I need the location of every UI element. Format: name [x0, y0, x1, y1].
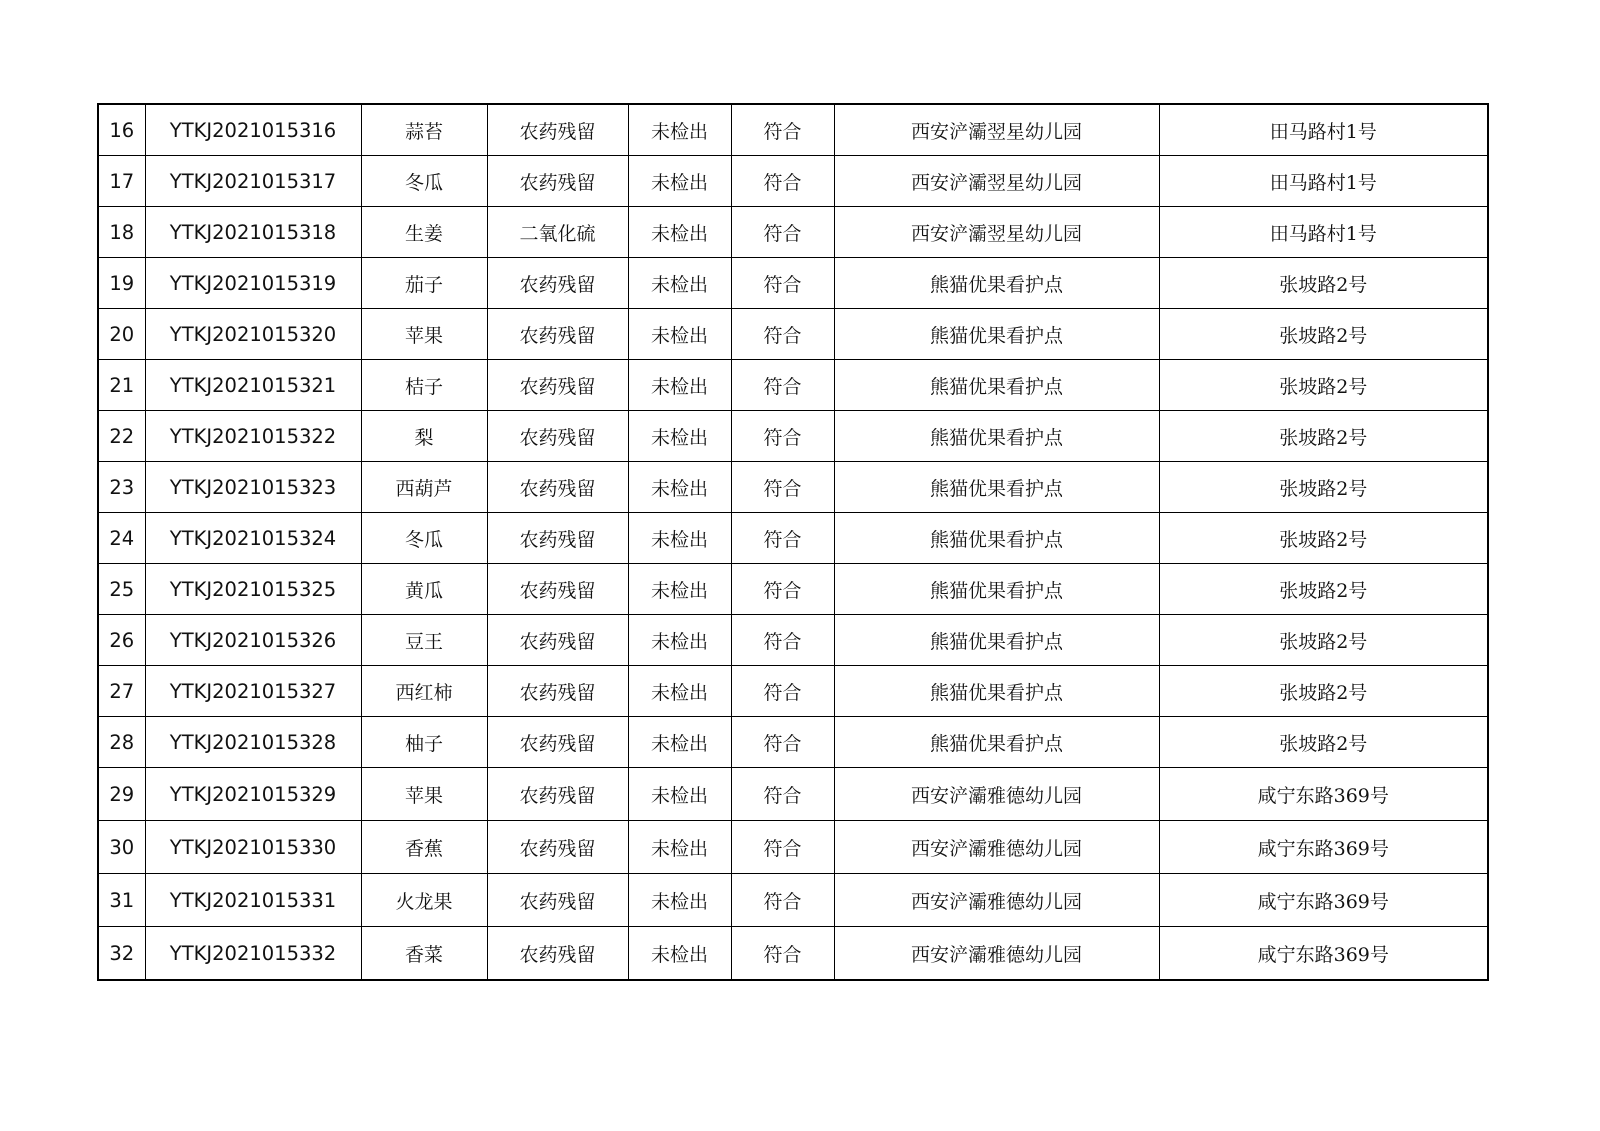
row-number-cell: 22 — [98, 411, 145, 462]
table-row — [98, 768, 1488, 821]
sampled-unit-cell: 熊猫优果看护点 — [834, 615, 1159, 666]
address-cell: 田马路村1号 — [1159, 207, 1488, 258]
table-row — [98, 462, 1488, 513]
test-result-cell: 未检出 — [628, 104, 731, 156]
sampled-unit-cell: 西安浐灞雅德幼儿园 — [834, 874, 1159, 927]
sample-code-cell: YTKJ2021015322 — [145, 411, 361, 462]
judgement-cell: 符合 — [731, 156, 834, 207]
sample-code-cell: YTKJ2021015330 — [145, 821, 361, 874]
judgement-cell: 符合 — [731, 874, 834, 927]
sample-name-cell: 冬瓜 — [361, 156, 487, 207]
sampled-unit-cell: 西安浐灞雅德幼儿园 — [834, 768, 1159, 821]
test-item-cell: 农药残留 — [487, 874, 628, 927]
judgement-cell: 符合 — [731, 207, 834, 258]
row-number-cell: 25 — [98, 564, 145, 615]
row-number-cell: 28 — [98, 717, 145, 768]
test-result-cell: 未检出 — [628, 360, 731, 411]
sample-code-cell: YTKJ2021015317 — [145, 156, 361, 207]
address-cell: 张坡路2号 — [1159, 309, 1488, 360]
sample-code-cell: YTKJ2021015319 — [145, 258, 361, 309]
sampled-unit-cell: 熊猫优果看护点 — [834, 258, 1159, 309]
sample-code-cell: YTKJ2021015318 — [145, 207, 361, 258]
test-result-cell: 未检出 — [628, 564, 731, 615]
test-item-cell: 农药残留 — [487, 927, 628, 981]
sample-code-cell: YTKJ2021015321 — [145, 360, 361, 411]
address-cell: 咸宁东路369号 — [1159, 821, 1488, 874]
address-cell: 田马路村1号 — [1159, 104, 1488, 156]
sampled-unit-cell: 熊猫优果看护点 — [834, 411, 1159, 462]
row-number-cell: 29 — [98, 768, 145, 821]
table-row — [98, 821, 1488, 874]
sampled-unit-cell: 西安浐灞雅德幼儿园 — [834, 821, 1159, 874]
table-row — [98, 258, 1488, 309]
test-item-cell: 农药残留 — [487, 156, 628, 207]
table-row — [98, 874, 1488, 927]
sampled-unit-cell: 西安浐灞翌星幼儿园 — [834, 104, 1159, 156]
table-row — [98, 666, 1488, 717]
test-result-cell: 未检出 — [628, 462, 731, 513]
judgement-cell: 符合 — [731, 411, 834, 462]
test-item-cell: 农药残留 — [487, 513, 628, 564]
test-result-cell: 未检出 — [628, 411, 731, 462]
sample-name-cell: 香蕉 — [361, 821, 487, 874]
sample-name-cell: 香菜 — [361, 927, 487, 981]
test-item-cell: 二氧化硫 — [487, 207, 628, 258]
test-item-cell: 农药残留 — [487, 258, 628, 309]
sample-name-cell: 生姜 — [361, 207, 487, 258]
table-row — [98, 564, 1488, 615]
sampled-unit-cell: 西安浐灞翌星幼儿园 — [834, 156, 1159, 207]
table-row — [98, 615, 1488, 666]
test-item-cell: 农药残留 — [487, 360, 628, 411]
test-result-cell: 未检出 — [628, 874, 731, 927]
sample-name-cell: 火龙果 — [361, 874, 487, 927]
sample-code-cell: YTKJ2021015323 — [145, 462, 361, 513]
row-number-cell: 26 — [98, 615, 145, 666]
sample-name-cell: 豆王 — [361, 615, 487, 666]
sample-name-cell: 黄瓜 — [361, 564, 487, 615]
row-number-cell: 27 — [98, 666, 145, 717]
test-result-cell: 未检出 — [628, 513, 731, 564]
sample-code-cell: YTKJ2021015324 — [145, 513, 361, 564]
row-number-cell: 24 — [98, 513, 145, 564]
address-cell: 张坡路2号 — [1159, 411, 1488, 462]
row-number-cell: 21 — [98, 360, 145, 411]
judgement-cell: 符合 — [731, 927, 834, 981]
judgement-cell: 符合 — [731, 513, 834, 564]
sample-code-cell: YTKJ2021015326 — [145, 615, 361, 666]
test-item-cell: 农药残留 — [487, 411, 628, 462]
test-result-cell: 未检出 — [628, 768, 731, 821]
address-cell: 咸宁东路369号 — [1159, 768, 1488, 821]
sample-name-cell: 苹果 — [361, 768, 487, 821]
test-result-cell: 未检出 — [628, 207, 731, 258]
address-cell: 田马路村1号 — [1159, 156, 1488, 207]
address-cell: 咸宁东路369号 — [1159, 874, 1488, 927]
sample-name-cell: 柚子 — [361, 717, 487, 768]
sample-name-cell: 桔子 — [361, 360, 487, 411]
test-result-cell: 未检出 — [628, 309, 731, 360]
test-result-cell: 未检出 — [628, 927, 731, 981]
sample-name-cell: 西红柿 — [361, 666, 487, 717]
sample-code-cell: YTKJ2021015316 — [145, 104, 361, 156]
test-result-cell: 未检出 — [628, 615, 731, 666]
sampled-unit-cell: 熊猫优果看护点 — [834, 564, 1159, 615]
test-item-cell: 农药残留 — [487, 666, 628, 717]
sample-code-cell: YTKJ2021015328 — [145, 717, 361, 768]
sample-name-cell: 梨 — [361, 411, 487, 462]
judgement-cell: 符合 — [731, 462, 834, 513]
test-item-cell: 农药残留 — [487, 309, 628, 360]
sampled-unit-cell: 西安浐灞翌星幼儿园 — [834, 207, 1159, 258]
judgement-cell: 符合 — [731, 666, 834, 717]
judgement-cell: 符合 — [731, 717, 834, 768]
test-item-cell: 农药残留 — [487, 821, 628, 874]
table-row — [98, 207, 1488, 258]
address-cell: 张坡路2号 — [1159, 513, 1488, 564]
address-cell: 张坡路2号 — [1159, 717, 1488, 768]
address-cell: 张坡路2号 — [1159, 258, 1488, 309]
sampled-unit-cell: 熊猫优果看护点 — [834, 309, 1159, 360]
judgement-cell: 符合 — [731, 309, 834, 360]
judgement-cell: 符合 — [731, 360, 834, 411]
row-number-cell: 23 — [98, 462, 145, 513]
test-item-cell: 农药残留 — [487, 615, 628, 666]
inspection-results-table — [97, 103, 1489, 981]
table-row — [98, 411, 1488, 462]
sampled-unit-cell: 西安浐灞雅德幼儿园 — [834, 927, 1159, 981]
address-cell: 张坡路2号 — [1159, 564, 1488, 615]
table-row — [98, 717, 1488, 768]
sample-name-cell: 冬瓜 — [361, 513, 487, 564]
address-cell: 张坡路2号 — [1159, 615, 1488, 666]
test-item-cell: 农药残留 — [487, 564, 628, 615]
address-cell: 张坡路2号 — [1159, 462, 1488, 513]
sample-code-cell: YTKJ2021015320 — [145, 309, 361, 360]
table-row — [98, 156, 1488, 207]
judgement-cell: 符合 — [731, 768, 834, 821]
sampled-unit-cell: 熊猫优果看护点 — [834, 462, 1159, 513]
test-item-cell: 农药残留 — [487, 462, 628, 513]
sampled-unit-cell: 熊猫优果看护点 — [834, 360, 1159, 411]
test-item-cell: 农药残留 — [487, 768, 628, 821]
row-number-cell: 19 — [98, 258, 145, 309]
test-item-cell: 农药残留 — [487, 717, 628, 768]
sample-name-cell: 西葫芦 — [361, 462, 487, 513]
test-result-cell: 未检出 — [628, 717, 731, 768]
test-item-cell: 农药残留 — [487, 104, 628, 156]
table-row — [98, 360, 1488, 411]
sample-code-cell: YTKJ2021015329 — [145, 768, 361, 821]
sample-code-cell: YTKJ2021015325 — [145, 564, 361, 615]
test-result-cell: 未检出 — [628, 156, 731, 207]
table-row — [98, 513, 1488, 564]
address-cell: 张坡路2号 — [1159, 666, 1488, 717]
judgement-cell: 符合 — [731, 564, 834, 615]
sample-name-cell: 苹果 — [361, 309, 487, 360]
row-number-cell: 16 — [98, 104, 145, 156]
row-number-cell: 32 — [98, 927, 145, 981]
table-row — [98, 104, 1488, 156]
row-number-cell: 18 — [98, 207, 145, 258]
row-number-cell: 30 — [98, 821, 145, 874]
judgement-cell: 符合 — [731, 258, 834, 309]
table-row — [98, 927, 1488, 981]
row-number-cell: 17 — [98, 156, 145, 207]
sampled-unit-cell: 熊猫优果看护点 — [834, 717, 1159, 768]
address-cell: 张坡路2号 — [1159, 360, 1488, 411]
table-row — [98, 309, 1488, 360]
test-result-cell: 未检出 — [628, 821, 731, 874]
judgement-cell: 符合 — [731, 615, 834, 666]
sample-name-cell: 蒜苔 — [361, 104, 487, 156]
sample-code-cell: YTKJ2021015332 — [145, 927, 361, 981]
sample-code-cell: YTKJ2021015331 — [145, 874, 361, 927]
judgement-cell: 符合 — [731, 821, 834, 874]
sampled-unit-cell: 熊猫优果看护点 — [834, 513, 1159, 564]
sampled-unit-cell: 熊猫优果看护点 — [834, 666, 1159, 717]
test-result-cell: 未检出 — [628, 258, 731, 309]
table-body — [98, 104, 1488, 980]
sample-code-cell: YTKJ2021015327 — [145, 666, 361, 717]
test-result-cell: 未检出 — [628, 666, 731, 717]
sample-name-cell: 茄子 — [361, 258, 487, 309]
address-cell: 咸宁东路369号 — [1159, 927, 1488, 981]
row-number-cell: 31 — [98, 874, 145, 927]
judgement-cell: 符合 — [731, 104, 834, 156]
row-number-cell: 20 — [98, 309, 145, 360]
